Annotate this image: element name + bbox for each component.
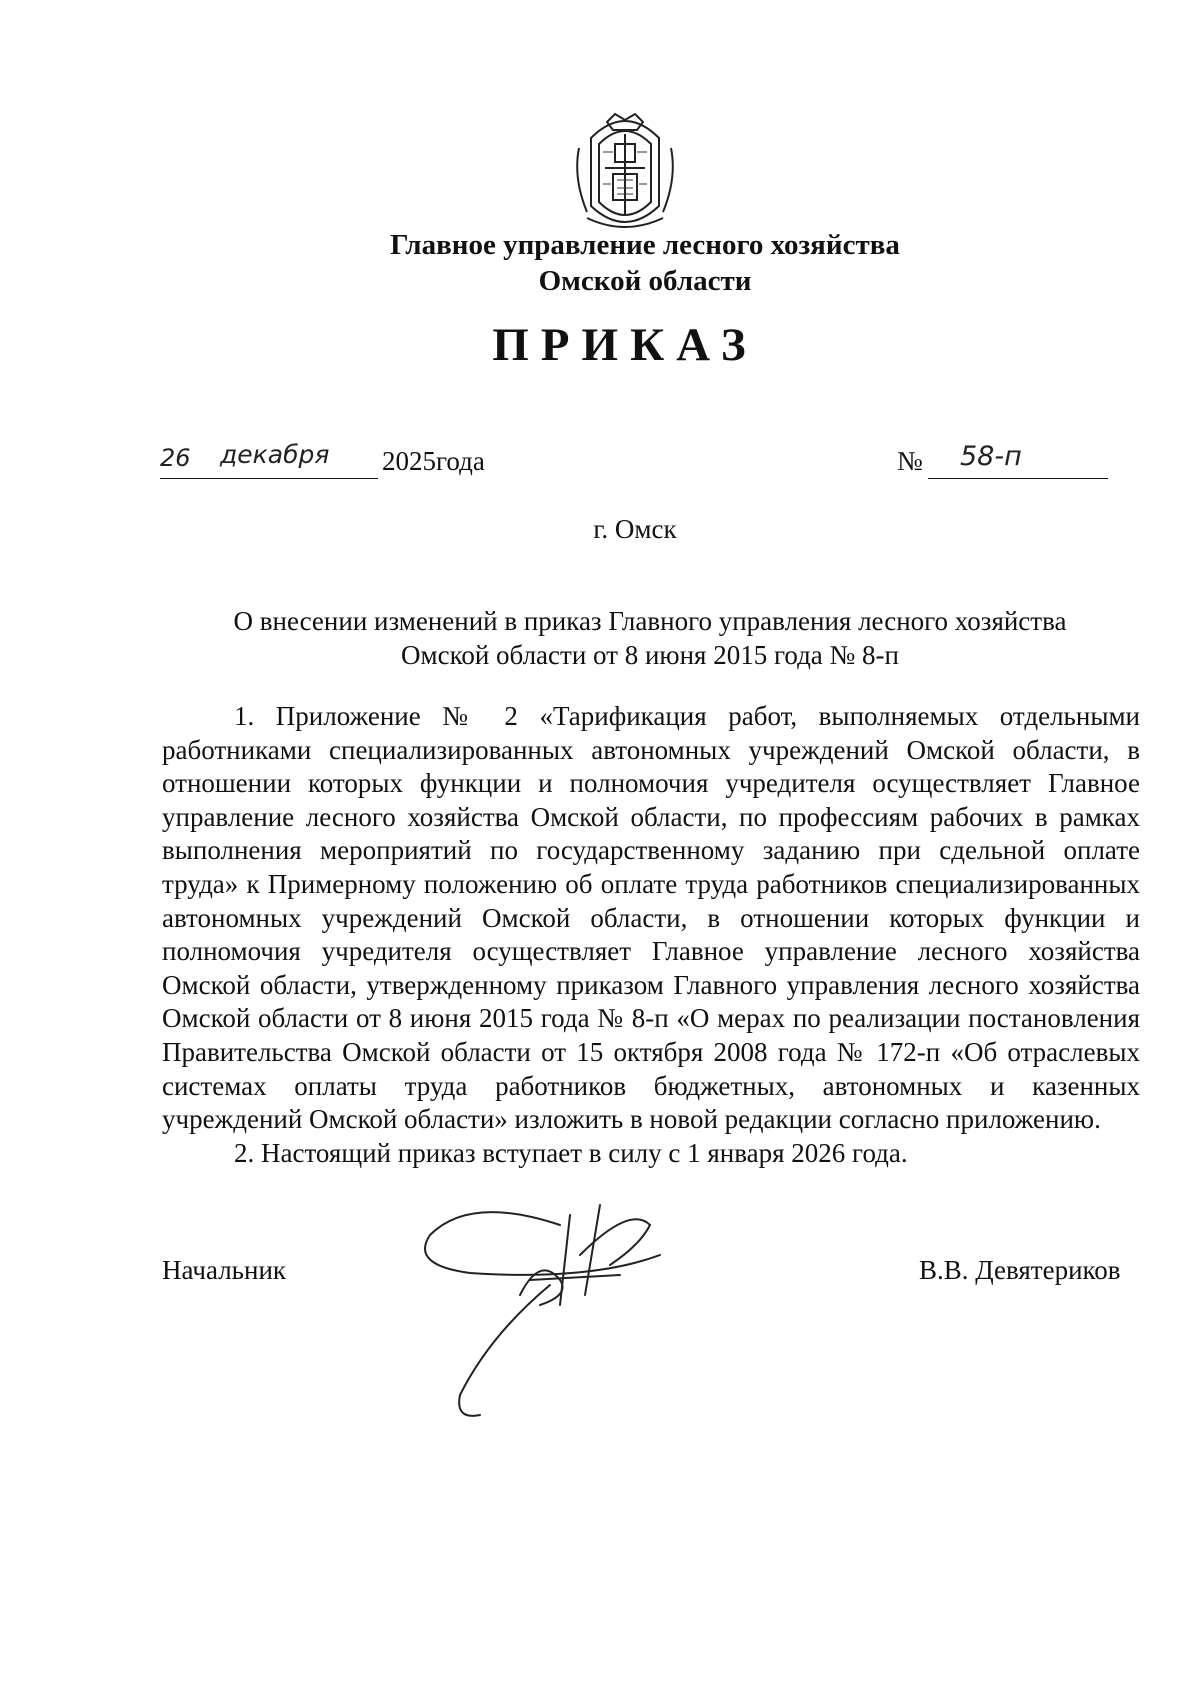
date-day-handwritten: 26 bbox=[160, 444, 191, 472]
number-underline bbox=[928, 478, 1108, 479]
organization-name-line1: Главное управление лесного хозяйства bbox=[390, 229, 900, 261]
order-subject bbox=[160, 604, 1140, 672]
order-number-handwritten: 58-п bbox=[960, 441, 1022, 472]
signer-role: Начальник bbox=[162, 1255, 287, 1285]
signer-name: В.В. Девятериков bbox=[919, 1255, 1121, 1285]
order-subject-line2: Омской области от 8 июня 2015 года № 8-п bbox=[401, 640, 899, 670]
date-month-handwritten: декабря bbox=[220, 440, 330, 469]
organization-name-line2: Омской области bbox=[538, 265, 752, 297]
number-sign: № bbox=[897, 446, 923, 476]
coat-of-arms-emblem bbox=[573, 108, 677, 236]
order-subject-line1: О внесении изменений в приказ Главного управления лесного хозяйства bbox=[233, 606, 1067, 636]
city: г. Омск bbox=[593, 514, 677, 544]
date-year: 2025года bbox=[382, 446, 485, 476]
order-paragraph-1: 1. Приложение № 2 «Тарификация работ, выполняемых отдельными работниками специализированных автономных учреждений Омской области, в отношении которых функции и полномочия учредителя осуществляет Главное управление лесного хозяйства Омской области, по профессиям рабочих в рамках выполнения мероприятий по государственному заданию при сдельной оплате труда» к Примерному положению об оплате труда работников специализированных автономных учреждений Омской области, в отношении которых функции и полномочия учредителя осуществляет Главное управление лесного хозяйства Омской области, утвержденному приказом Главного управления лесного хозяйства Омской области от 8 июня 2015 года № 8-п «О мерах по реализации постановления Правительства Омской области от 15 октября 2008 года № 172-п «Об отраслевых системах оплаты труда работников бюджетных, автономных и казенных учреждений Омской области» изложить в новой редакции согласно приложению. bbox=[162, 701, 1140, 1135]
document-type-title: ПРИКАЗ bbox=[492, 319, 758, 371]
order-body bbox=[162, 700, 1140, 1170]
order-paragraph-2: 2. Настоящий приказ вступает в силу с 1 января 2026 года. bbox=[234, 1137, 908, 1168]
date-underline bbox=[160, 478, 378, 479]
handwritten-signature bbox=[410, 1185, 720, 1435]
